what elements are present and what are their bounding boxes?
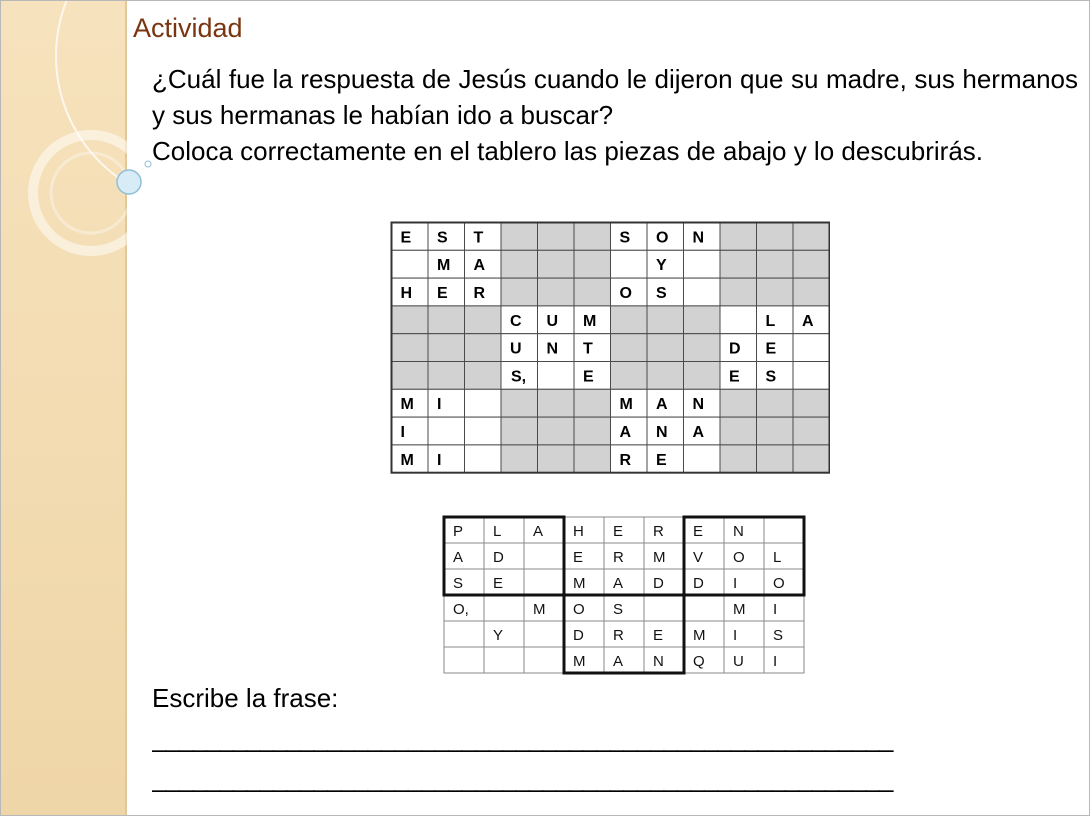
board-letter: U xyxy=(510,340,522,358)
board-letter: M xyxy=(437,257,451,275)
piece-letter: A xyxy=(613,575,624,592)
board-letter: E xyxy=(765,340,777,358)
piece-cell xyxy=(724,569,764,595)
piece-letter: U xyxy=(733,653,744,670)
piece-letter: N xyxy=(653,653,664,670)
board-cell xyxy=(574,223,611,251)
board-cell xyxy=(720,278,757,306)
piece-letter: O xyxy=(733,549,745,566)
piece-cell xyxy=(484,569,524,595)
board-cell xyxy=(501,417,538,445)
board-cell xyxy=(684,334,721,362)
piece-letter: O xyxy=(573,601,585,618)
board-cell xyxy=(538,362,575,390)
board-cell xyxy=(720,389,757,417)
board-letter: E xyxy=(583,368,594,386)
piece-cell xyxy=(444,543,484,569)
board-letter: T xyxy=(473,229,484,247)
board-cell xyxy=(392,250,429,278)
board-cell xyxy=(684,362,721,390)
piece-letter: D xyxy=(493,549,504,566)
piece-letter: E xyxy=(493,575,504,592)
piece-cell xyxy=(684,543,724,569)
board-cell xyxy=(538,223,575,251)
board-cell xyxy=(574,417,611,445)
piece-cell xyxy=(524,569,564,595)
piece-letter: D xyxy=(693,575,704,592)
question-text: ¿Cuál fue la respuesta de Jesús cuando le dijeron que su madre, sus hermanos y sus hermanas le habían ido a buscar? xyxy=(152,64,1078,130)
board-cell xyxy=(538,417,575,445)
board-letter: A xyxy=(692,424,705,441)
piece-cell xyxy=(604,543,644,569)
board-cell xyxy=(757,278,794,306)
board-cell xyxy=(757,417,794,445)
piece-letter: M xyxy=(573,575,586,592)
piece-letter: R xyxy=(613,549,624,566)
piece-cell xyxy=(764,647,804,673)
board-cell xyxy=(793,362,830,390)
piece-cell xyxy=(764,595,804,621)
piece-letter: Y xyxy=(493,627,504,644)
piece-letter: L xyxy=(773,549,782,566)
board-cell xyxy=(611,250,648,278)
board-cell xyxy=(538,445,575,473)
board-cell xyxy=(538,278,575,306)
piece-letter: M xyxy=(733,601,746,618)
piece-letter: I xyxy=(773,601,778,618)
board-cell xyxy=(465,389,502,417)
board-letter: Y xyxy=(656,257,667,275)
board-cell xyxy=(757,223,794,251)
board-letter: S, xyxy=(511,368,527,386)
piece-letter: D xyxy=(653,575,664,592)
piece-cell xyxy=(484,517,524,543)
board-letter: N xyxy=(692,229,705,247)
piece-letter: H xyxy=(573,523,584,540)
board-letter: M xyxy=(400,396,414,414)
board-letter: E xyxy=(437,285,448,302)
board-letter: T xyxy=(583,340,593,358)
board-letter: A xyxy=(802,312,814,330)
board-letter: E xyxy=(656,451,667,469)
piece-cell xyxy=(644,647,684,673)
board-letter: O xyxy=(656,229,669,247)
piece-cell xyxy=(604,595,644,621)
board-letter: A xyxy=(619,424,632,441)
piece-cell xyxy=(524,621,564,647)
piece-letter: Q xyxy=(693,653,705,670)
board-cell xyxy=(574,250,611,278)
board-cell xyxy=(428,306,465,334)
piece-letter: S xyxy=(613,601,624,618)
board-letter: D xyxy=(729,340,741,358)
piece-letter: S xyxy=(453,575,464,592)
board-letter: M xyxy=(583,312,597,330)
board-letter: I xyxy=(400,424,405,441)
piece-cell xyxy=(524,647,564,673)
piece-cell xyxy=(684,595,724,621)
board-letter: C xyxy=(510,312,522,330)
board-cell xyxy=(647,306,684,334)
write-phrase-label: Escribe la frase: xyxy=(152,683,339,713)
board-cell xyxy=(465,445,502,473)
board-letter: M xyxy=(619,396,633,414)
board-cell xyxy=(392,334,429,362)
piece-cell xyxy=(564,517,604,543)
board-cell xyxy=(684,445,721,473)
board-cell xyxy=(611,306,648,334)
board-cell xyxy=(684,278,721,306)
board-letter: E xyxy=(400,229,412,247)
board-letter: S xyxy=(437,229,448,247)
piece-cell xyxy=(764,543,804,569)
board-cell xyxy=(501,223,538,251)
board-letter: N xyxy=(546,340,559,358)
board-cell xyxy=(428,389,465,417)
piece-cell xyxy=(484,595,524,621)
board-cell xyxy=(428,334,465,362)
board-letter: E xyxy=(729,368,740,386)
board-cell xyxy=(720,445,757,473)
board-letter: R xyxy=(473,285,486,302)
board-cell xyxy=(757,445,794,473)
piece-cell xyxy=(444,647,484,673)
board-letter: U xyxy=(546,312,559,330)
board-cell xyxy=(757,389,794,417)
piece-cell xyxy=(604,621,644,647)
puzzle-board xyxy=(390,221,830,477)
piece-letter: M xyxy=(653,549,666,566)
piece-letter: R xyxy=(613,627,624,644)
piece-cell xyxy=(764,517,804,543)
piece-cell xyxy=(684,517,724,543)
piece-letter: E xyxy=(613,523,624,540)
board-letter: A xyxy=(473,257,486,275)
board-cell xyxy=(793,223,830,251)
piece-letter: E xyxy=(653,627,664,644)
board-cell xyxy=(501,389,538,417)
board-cell xyxy=(574,389,611,417)
board-letter: H xyxy=(400,285,413,302)
piece-cell xyxy=(484,647,524,673)
board-cell xyxy=(465,417,502,445)
board-cell xyxy=(720,306,757,334)
piece-letter: O, xyxy=(453,601,469,618)
board-cell xyxy=(574,278,611,306)
board-letter: M xyxy=(400,451,414,469)
board-cell xyxy=(684,306,721,334)
board-cell xyxy=(574,445,611,473)
piece-cell xyxy=(644,569,684,595)
piece-cell xyxy=(724,621,764,647)
piece-cell xyxy=(444,569,484,595)
board-cell xyxy=(465,362,502,390)
board-cell xyxy=(793,250,830,278)
piece-cell xyxy=(444,517,484,543)
board-cell xyxy=(720,223,757,251)
answer-line-1[interactable]: _______________________________________________________ xyxy=(152,723,893,753)
piece-cell xyxy=(644,595,684,621)
answer-line-2[interactable]: _______________________________________________________ xyxy=(152,763,893,793)
board-cell xyxy=(793,278,830,306)
board-letter: R xyxy=(619,451,632,469)
board-cell xyxy=(611,334,648,362)
piece-cell xyxy=(484,621,524,647)
piece-cell xyxy=(524,517,564,543)
piece-letter: S xyxy=(773,627,784,644)
piece-letter: D xyxy=(573,627,584,644)
piece-letter: N xyxy=(733,523,744,540)
piece-cell xyxy=(604,517,644,543)
piece-cell xyxy=(724,517,764,543)
instruction-text: Coloca correctamente en el tablero las piezas de abajo y lo descubrirás. xyxy=(152,136,984,166)
piece-cell xyxy=(724,647,764,673)
piece-cell xyxy=(604,647,644,673)
piece-letter: L xyxy=(493,523,502,540)
piece-cell xyxy=(524,543,564,569)
board-cell xyxy=(684,250,721,278)
piece-letter: I xyxy=(733,575,738,592)
board-cell xyxy=(647,362,684,390)
piece-letter: P xyxy=(453,523,464,540)
piece-letter: E xyxy=(573,549,584,566)
board-cell xyxy=(501,278,538,306)
piece-cell xyxy=(644,517,684,543)
board-letter: L xyxy=(765,312,776,330)
piece-cell xyxy=(764,621,804,647)
board-letter: S xyxy=(656,285,667,302)
board-letter: I xyxy=(437,451,442,469)
board-cell xyxy=(757,250,794,278)
puzzle-pieces xyxy=(441,514,807,682)
board-cell xyxy=(428,362,465,390)
piece-cell xyxy=(684,569,724,595)
board-cell xyxy=(793,417,830,445)
board-letter: N xyxy=(692,396,705,414)
slide-title: Actividad xyxy=(133,13,243,43)
piece-letter: M xyxy=(533,601,546,618)
piece-letter: E xyxy=(693,523,704,540)
board-cell xyxy=(501,445,538,473)
board-cell xyxy=(793,334,830,362)
board-letter: S xyxy=(619,229,631,247)
piece-cell xyxy=(644,621,684,647)
board-cell xyxy=(501,250,538,278)
piece-letter: O xyxy=(773,575,785,592)
board-cell xyxy=(465,334,502,362)
board-cell xyxy=(720,250,757,278)
board-cell xyxy=(392,417,429,445)
board-cell xyxy=(428,445,465,473)
board-letter: A xyxy=(656,396,668,414)
board-letter: I xyxy=(437,396,442,414)
board-cell xyxy=(465,306,502,334)
piece-cell xyxy=(484,543,524,569)
board-cell xyxy=(538,389,575,417)
piece-letter: I xyxy=(773,653,778,670)
board-cell xyxy=(428,417,465,445)
piece-letter: A xyxy=(533,523,544,540)
board-letter: N xyxy=(656,424,668,441)
piece-letter: M xyxy=(573,653,586,670)
piece-cell xyxy=(564,621,604,647)
board-cell xyxy=(647,334,684,362)
board-cell xyxy=(793,445,830,473)
piece-cell xyxy=(604,569,644,595)
piece-cell xyxy=(444,621,484,647)
piece-letter: A xyxy=(613,653,624,670)
board-cell xyxy=(793,389,830,417)
board-cell xyxy=(611,362,648,390)
piece-letter: A xyxy=(453,549,464,566)
board-cell xyxy=(720,417,757,445)
piece-letter: I xyxy=(733,627,738,644)
board-letter: O xyxy=(619,285,632,302)
piece-cell xyxy=(564,543,604,569)
piece-letter: R xyxy=(653,523,664,540)
board-cell xyxy=(392,306,429,334)
piece-letter: M xyxy=(693,627,706,644)
board-letter: S xyxy=(765,368,777,386)
board-cell xyxy=(392,362,429,390)
board-cell xyxy=(538,250,575,278)
piece-letter: V xyxy=(693,549,704,566)
